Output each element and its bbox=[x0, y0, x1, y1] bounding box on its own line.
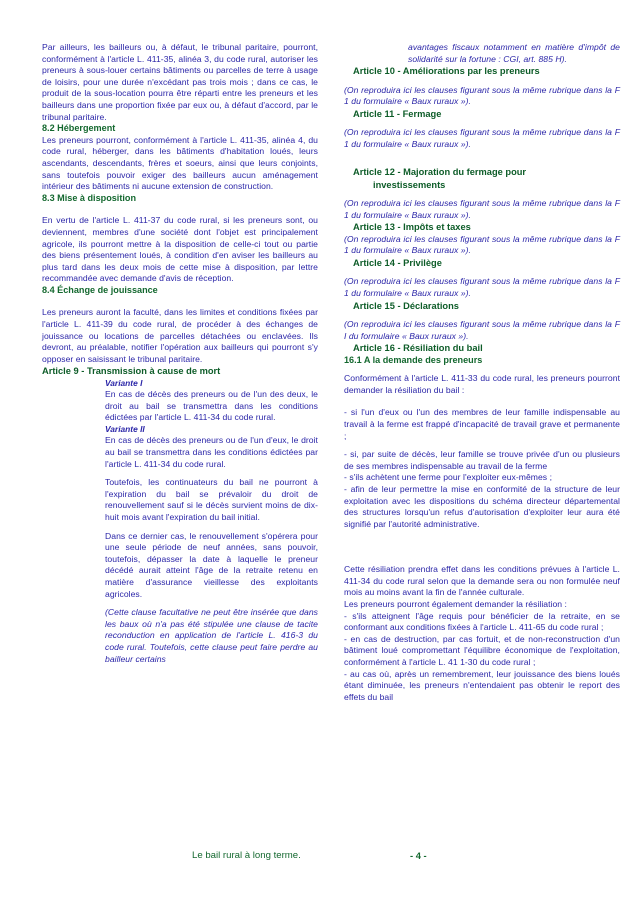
intro-paragraph: Par ailleurs, les bailleurs ou, à défaut, le tribunal paritaire, pourront, conformément à l'article L. 411-35, alinéa 3, du code rural, autoriser les preneurs à sous-louer certains bâtiments ou parcelles de terre à usage de loisirs, pour une durée n'excédant pas trois mois ; dans ce cas, le produit de la sous-location pourra être réparti entre les preneurs et les bailleurs dans une proportion fixée par eux ou, à défaut d'accord, par le tribunal paritaire. bbox=[42, 42, 318, 122]
heading-16-1: 16.1 A la demande des preneurs bbox=[344, 354, 483, 365]
heading-8-3: 8.3 Mise à disposition bbox=[42, 192, 136, 203]
article-9-paragraph-3: Dans ce dernier cas, le renouvellement s'opérera pour une seule période de neuf années, sans pouvoir, toutefois, dépasser la date à laquelle le preneur décédé aurait atteint l'âge de la retraite retenu en matière d'assurance vieillesse des exploitants agricoles. bbox=[105, 530, 318, 599]
right-column bbox=[344, 42, 620, 703]
article-16-effect-paragraph: Cette résiliation prendra effet dans les conditions prévues à l'article L. 411-34 du code rural selon que la demande sera ou non formulée neuf mois au moins avant la fin de l'année culturale. bbox=[344, 564, 620, 598]
variante-1-body: En cas de décès des preneurs ou de l'un des deux, le droit au bail se transmettra dans les conditions édictées par l'article L. 411-34 du code rural. bbox=[105, 389, 318, 423]
heading-article-16: Article 16 - Résiliation du bail bbox=[353, 343, 483, 354]
article-16-intro: Conformément à l'article L. 411-33 du code rural, les preneurs pourront demander la résiliation du bail : bbox=[344, 373, 620, 395]
heading-article-12-group bbox=[344, 166, 620, 191]
article-16-bullet-5: - s'ils atteignent l'âge requis pour bénéficier de la retraite, en se conformant aux conditions fixées à l'article L. 411-65 du code rural ; bbox=[344, 610, 620, 633]
article-11-boilerplate: (On reproduira ici les clauses figurant sous la même rubrique dans la F 1 du formulaire « Baux ruraux »). bbox=[344, 127, 620, 149]
article-16-bullet-2: - si, par suite de décès, leur famille se trouve privée d'un ou plusieurs de ses membres indispensable au travail de la ferme bbox=[344, 449, 620, 471]
article-16-bullet-7: - au cas où, après un remembrement, leur jouissance des biens loués étant diminuée, les preneurs n'entendaient pas obtenir le report des effets du bail bbox=[344, 668, 620, 702]
variante-1-label: Variante I bbox=[105, 377, 143, 388]
heading-article-14: Article 14 - Privilège bbox=[353, 257, 442, 268]
variante-2-label: Variante II bbox=[105, 424, 145, 435]
heading-8-4: 8.4 Échange de jouissance bbox=[42, 284, 158, 295]
article-10-boilerplate: (On reproduira ici les clauses figurant sous la même rubrique dans la F 1 du formulaire « Baux ruraux »). bbox=[344, 84, 620, 107]
heading-8-2: 8.2 Hébergement bbox=[42, 123, 116, 134]
two-column-layout bbox=[42, 42, 620, 703]
article-16-bullet-6: - en cas de destruction, par cas fortuit, et de non-reconstruction d'un bâtiment loué compromettant l'équilibre économique de l'exploitation, conformément à l'article L. 41 1-30 du code rural ; bbox=[344, 633, 620, 668]
body-8-3: En vertu de l'article L. 411-37 du code rural, si les preneurs sont, ou deviennent, membres d'une société dont l'objet est principalement agricole, ils pourront mettre à la disposition de celle-ci tout ou partie des biens présentement loués, à condition d'en aviser les bailleurs au plus tard dans les deux mois de cette mise à disposition, par lettre recommandée avec demande d'avis de réception. bbox=[42, 215, 318, 284]
heading-article-9: Article 9 - Transmission à cause de mort bbox=[42, 366, 221, 377]
article-9-paragraph-2: Toutefois, les continuateurs du bail ne pourront à l'expiration du bail se prévaloir du droit de renouvellement sauf si le décès survient moins de dix-huit mois avant l'expiration du bail initial. bbox=[105, 477, 318, 522]
body-8-4: Les preneurs auront la faculté, dans les limites et conditions fixées par l'article L. 411-39 du code rural, de procéder à des échanges de jouissance ou locations de parcelles détachées ou enclavées. Ils devront, au préalable, notifier l'opération aux bailleurs qui pourront s'y opposer en saisissant le tribunal paritaire. bbox=[42, 307, 318, 364]
continuation-italic: avantages fiscaux notamment en matière d'impôt de solidarité sur la fortune : CGI, art. 885 H). bbox=[408, 42, 620, 64]
article-16-bullet-1: - si l'un d'eux ou l'un des membres de leur famille indispensable au travail à la ferme est frappé d'incapacité de travail grave et permanente ; bbox=[344, 407, 620, 441]
article-16-also-intro: Les preneurs pourront également demander la résiliation : bbox=[344, 599, 567, 610]
article-9-note-italic: (Cette clause facultative ne peut être insérée que dans les baux où n'a pas été stipulée une clause de tacite reconduction en application de l'article L. 416-3 du code rural. Toutefois, cette clause peut faire perdre au bailleur certains bbox=[105, 607, 318, 664]
footer-document-title: Le bail rural à long terme. bbox=[192, 850, 301, 861]
article-9-variants bbox=[42, 378, 318, 665]
article-16-bullet-3: - s'ils achètent une ferme pour l'exploiter eux-mêmes ; bbox=[344, 472, 553, 483]
variante-2-body: En cas de décès des preneurs ou de l'un d'eux, le droit au bail se transmettra dans les conditions édictées par l'article L. 411-34 du code rural. bbox=[105, 435, 318, 469]
article-15-boilerplate: (On reproduira ici les clauses figurant sous la même rubrique dans la F I du formulaire « Baux ruraux »). bbox=[344, 318, 620, 341]
body-8-2: Les preneurs pourront, conformément à l'article L. 411-35, alinéa 4, du code rural, héberger, dans les bâtiments d'habitation loués, leurs ascendants, descendants, frères et soeurs, ainsi que leurs conjoints, sans toutefois pouvoir exiger des bailleurs aucun aménagement intérieur des bâtiments ni aucune extension de construction. bbox=[42, 134, 318, 192]
heading-article-12-line1: Article 12 - Majoration du fermage pour bbox=[353, 167, 527, 178]
heading-article-10: Article 10 - Améliorations par les preneurs bbox=[353, 66, 540, 77]
heading-article-12-line2: investissements bbox=[373, 179, 446, 190]
footer-page-number: - 4 - bbox=[410, 850, 427, 861]
continuation-block bbox=[344, 42, 620, 65]
article-12-boilerplate: (On reproduira ici les clauses figurant sous la même rubrique dans la F 1 du formulaire « Baux ruraux »). bbox=[344, 198, 620, 220]
page-footer bbox=[42, 849, 602, 863]
left-column bbox=[42, 42, 318, 665]
heading-article-13: Article 13 - Impôts et taxes bbox=[353, 222, 471, 233]
heading-article-11: Article 11 - Fermage bbox=[353, 108, 442, 119]
article-14-boilerplate: (On reproduira ici les clauses figurant sous la même rubrique dans la F 1 du formulaire « Baux ruraux »). bbox=[344, 276, 620, 298]
article-13-boilerplate: (On reproduira ici les clauses figurant sous la même rubrique dans la F 1 du formulaire « Baux ruraux »). bbox=[344, 233, 620, 256]
article-16-bullet-4: - afin de leur permettre la mise en conformité de la structure de leur exploitation avec les dispositions du schéma directeur départemental des structures lorsqu'un refus d'autorisation d'exploiter leur aura été signifié par l'autorité administrative. bbox=[344, 483, 620, 529]
heading-article-15: Article 15 - Déclarations bbox=[353, 300, 459, 311]
